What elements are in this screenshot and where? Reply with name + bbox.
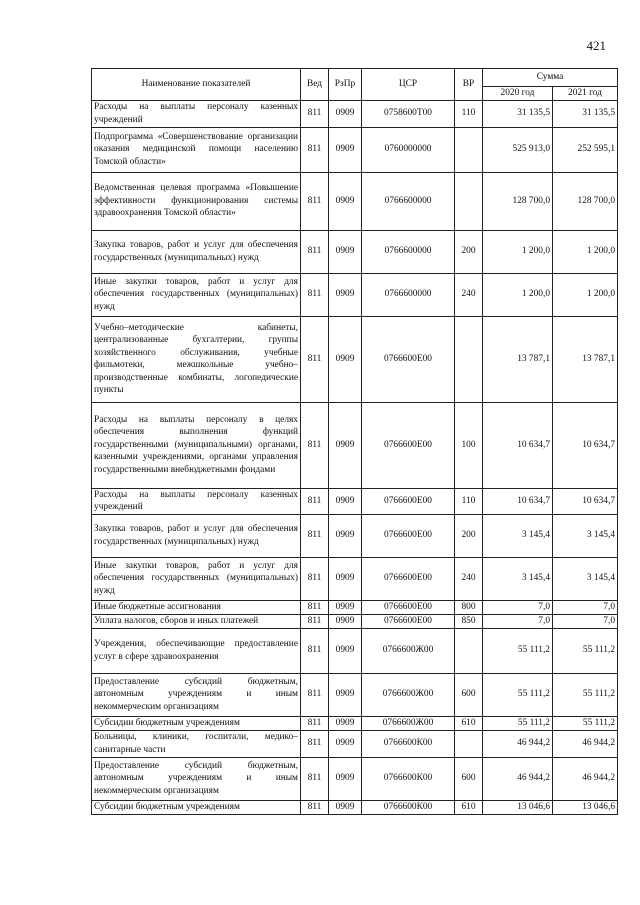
cell-rzpr: 0909 <box>329 488 362 514</box>
cell-vr: 110 <box>455 488 483 514</box>
cell-ved: 811 <box>301 514 329 557</box>
cell-csr: 0766600Е00 <box>362 316 455 402</box>
cell-2021: 55 111,2 <box>553 673 618 716</box>
table-row <box>92 488 618 514</box>
cell-2020: 13 046,6 <box>483 800 553 814</box>
cell-csr: 0766600Е00 <box>362 557 455 600</box>
cell-csr: 0766600000 <box>362 273 455 316</box>
cell-2020: 10 634,7 <box>483 402 553 488</box>
table-row <box>92 316 618 402</box>
table-row <box>92 172 618 230</box>
cell-csr: 0766600Е00 <box>362 488 455 514</box>
cell-2020: 46 944,2 <box>483 757 553 800</box>
cell-2021: 7,0 <box>553 614 618 628</box>
cell-ved: 811 <box>301 172 329 230</box>
cell-rzpr: 0909 <box>329 230 362 273</box>
cell-2021: 252 595,1 <box>553 127 618 172</box>
header-year-2021: 2021 год <box>553 87 618 101</box>
table-row <box>92 673 618 716</box>
cell-name: Иные закупки товаров, работ и услуг для обеспечения государственных (муниципальных) нужд <box>92 273 301 316</box>
cell-ved: 811 <box>301 730 329 757</box>
cell-name: Субсидии бюджетным учреждениям <box>92 800 301 814</box>
cell-name: Иные бюджетные ассигнования <box>92 600 301 614</box>
cell-2021: 10 634,7 <box>553 488 618 514</box>
cell-name: Учреждения, обеспечивающие предоставление услуг в сфере здравоохранения <box>92 628 301 673</box>
cell-rzpr: 0909 <box>329 614 362 628</box>
cell-name: Уплата налогов, сборов и иных платежей <box>92 614 301 628</box>
table-body <box>92 100 618 814</box>
cell-2020: 10 634,7 <box>483 488 553 514</box>
header-year-2020: 2020 год <box>483 87 553 101</box>
budget-table <box>91 68 618 815</box>
table-row <box>92 716 618 730</box>
cell-csr: 0766600Ж00 <box>362 673 455 716</box>
cell-name: Учебно–методические кабинеты, централизованные бухгалтерии, группы хозяйственного обслуживания, учебные фильмотеки, межшкольные учебно–производственные комбинаты, логопедические пункты <box>92 316 301 402</box>
table-row <box>92 800 618 814</box>
cell-2021: 55 111,2 <box>553 628 618 673</box>
cell-name: Расходы на выплаты персоналу в целях обеспечения выполнения функций государственными (муниципальными) органами, казенными учреждениями, органами управления государственными внебюджетными фондами <box>92 402 301 488</box>
cell-name: Больницы, клиники, госпитали, медико–санитарные части <box>92 730 301 757</box>
cell-rzpr: 0909 <box>329 172 362 230</box>
table-row <box>92 614 618 628</box>
header-name: Наименование показателей <box>92 69 301 101</box>
cell-2021: 1 200,0 <box>553 273 618 316</box>
cell-csr: 0766600000 <box>362 172 455 230</box>
cell-rzpr: 0909 <box>329 402 362 488</box>
table-row <box>92 230 618 273</box>
cell-2020: 525 913,0 <box>483 127 553 172</box>
cell-2021: 128 700,0 <box>553 172 618 230</box>
cell-2021: 46 944,2 <box>553 730 618 757</box>
cell-rzpr: 0909 <box>329 600 362 614</box>
cell-name: Иные закупки товаров, работ и услуг для обеспечения государственных (муниципальных) нужд <box>92 557 301 600</box>
cell-2020: 3 145,4 <box>483 514 553 557</box>
cell-name: Ведомственная целевая программа «Повышение эффективности функционирования системы здравоохранения Томской области» <box>92 172 301 230</box>
cell-name: Предоставление субсидий бюджетным, автономным учреждениям и иным некоммерческим организациям <box>92 757 301 800</box>
table-row <box>92 273 618 316</box>
cell-2020: 31 135,5 <box>483 100 553 127</box>
cell-csr: 0766600Е00 <box>362 402 455 488</box>
cell-vr: 800 <box>455 600 483 614</box>
cell-name: Расходы на выплаты персоналу казенных учреждений <box>92 100 301 127</box>
cell-2021: 13 787,1 <box>553 316 618 402</box>
cell-csr: 0766600К00 <box>362 730 455 757</box>
cell-2020: 1 200,0 <box>483 273 553 316</box>
cell-vr <box>455 172 483 230</box>
cell-2021: 46 944,2 <box>553 757 618 800</box>
cell-ved: 811 <box>301 488 329 514</box>
cell-vr <box>455 316 483 402</box>
cell-rzpr: 0909 <box>329 316 362 402</box>
cell-rzpr: 0909 <box>329 730 362 757</box>
cell-csr: 0766600К00 <box>362 757 455 800</box>
cell-ved: 811 <box>301 600 329 614</box>
cell-rzpr: 0909 <box>329 514 362 557</box>
cell-2020: 7,0 <box>483 614 553 628</box>
header-row <box>92 69 618 87</box>
cell-vr <box>455 127 483 172</box>
cell-ved: 811 <box>301 402 329 488</box>
cell-2020: 7,0 <box>483 600 553 614</box>
cell-2021: 7,0 <box>553 600 618 614</box>
table-row <box>92 100 618 127</box>
header-sum: Сумма <box>483 69 618 87</box>
cell-rzpr: 0909 <box>329 673 362 716</box>
cell-2020: 1 200,0 <box>483 230 553 273</box>
header-csr: ЦСР <box>362 69 455 101</box>
cell-ved: 811 <box>301 557 329 600</box>
cell-vr: 240 <box>455 557 483 600</box>
cell-vr: 850 <box>455 614 483 628</box>
header-vr: ВР <box>455 69 483 101</box>
cell-ved: 811 <box>301 127 329 172</box>
cell-vr: 600 <box>455 757 483 800</box>
cell-csr: 0766600К00 <box>362 800 455 814</box>
cell-ved: 811 <box>301 673 329 716</box>
cell-vr <box>455 628 483 673</box>
cell-name: Подпрограмма «Совершенствование организации оказания медицинской помощи населению Томской области» <box>92 127 301 172</box>
cell-ved: 811 <box>301 316 329 402</box>
cell-vr: 200 <box>455 514 483 557</box>
page-number: 421 <box>586 38 606 53</box>
cell-ved: 811 <box>301 100 329 127</box>
cell-ved: 811 <box>301 800 329 814</box>
cell-rzpr: 0909 <box>329 757 362 800</box>
header-rzpr: РзПр <box>329 69 362 101</box>
header-ved: Вед <box>301 69 329 101</box>
cell-name: Субсидии бюджетным учреждениям <box>92 716 301 730</box>
cell-2021: 3 145,4 <box>553 557 618 600</box>
table-row <box>92 628 618 673</box>
cell-name: Предоставление субсидий бюджетным, автономным учреждениям и иным некоммерческим организациям <box>92 673 301 716</box>
cell-vr: 200 <box>455 230 483 273</box>
table-row <box>92 127 618 172</box>
cell-ved: 811 <box>301 614 329 628</box>
cell-vr: 600 <box>455 673 483 716</box>
cell-2020: 3 145,4 <box>483 557 553 600</box>
table-row <box>92 402 618 488</box>
cell-vr: 240 <box>455 273 483 316</box>
cell-vr <box>455 730 483 757</box>
table-row <box>92 757 618 800</box>
cell-csr: 0766600Ж00 <box>362 628 455 673</box>
cell-2020: 128 700,0 <box>483 172 553 230</box>
cell-2021: 55 111,2 <box>553 716 618 730</box>
cell-2021: 10 634,7 <box>553 402 618 488</box>
cell-rzpr: 0909 <box>329 557 362 600</box>
cell-ved: 811 <box>301 273 329 316</box>
cell-csr: 0766600Е00 <box>362 614 455 628</box>
cell-2021: 31 135,5 <box>553 100 618 127</box>
cell-2020: 13 787,1 <box>483 316 553 402</box>
cell-2020: 55 111,2 <box>483 673 553 716</box>
cell-name: Расходы на выплаты персоналу казенных учреждений <box>92 488 301 514</box>
cell-csr: 0758600Т00 <box>362 100 455 127</box>
cell-rzpr: 0909 <box>329 273 362 316</box>
cell-rzpr: 0909 <box>329 127 362 172</box>
cell-csr: 0766600000 <box>362 230 455 273</box>
cell-csr: 0766600Е00 <box>362 600 455 614</box>
table-row <box>92 557 618 600</box>
table-row <box>92 514 618 557</box>
cell-name: Закупка товаров, работ и услуг для обеспечения государственных (муниципальных) нужд <box>92 230 301 273</box>
cell-ved: 811 <box>301 757 329 800</box>
cell-ved: 811 <box>301 716 329 730</box>
cell-2020: 55 111,2 <box>483 628 553 673</box>
cell-csr: 0766600Е00 <box>362 514 455 557</box>
cell-csr: 0760000000 <box>362 127 455 172</box>
cell-rzpr: 0909 <box>329 800 362 814</box>
cell-2021: 1 200,0 <box>553 230 618 273</box>
cell-csr: 0766600Ж00 <box>362 716 455 730</box>
cell-2021: 3 145,4 <box>553 514 618 557</box>
table-row <box>92 600 618 614</box>
cell-rzpr: 0909 <box>329 100 362 127</box>
cell-vr: 610 <box>455 716 483 730</box>
cell-vr: 100 <box>455 402 483 488</box>
cell-ved: 811 <box>301 628 329 673</box>
cell-vr: 610 <box>455 800 483 814</box>
cell-2021: 13 046,6 <box>553 800 618 814</box>
table-row <box>92 730 618 757</box>
cell-ved: 811 <box>301 230 329 273</box>
cell-rzpr: 0909 <box>329 628 362 673</box>
cell-rzpr: 0909 <box>329 716 362 730</box>
cell-vr: 110 <box>455 100 483 127</box>
cell-2020: 55 111,2 <box>483 716 553 730</box>
cell-name: Закупка товаров, работ и услуг для обеспечения государственных (муниципальных) нужд <box>92 514 301 557</box>
cell-2020: 46 944,2 <box>483 730 553 757</box>
